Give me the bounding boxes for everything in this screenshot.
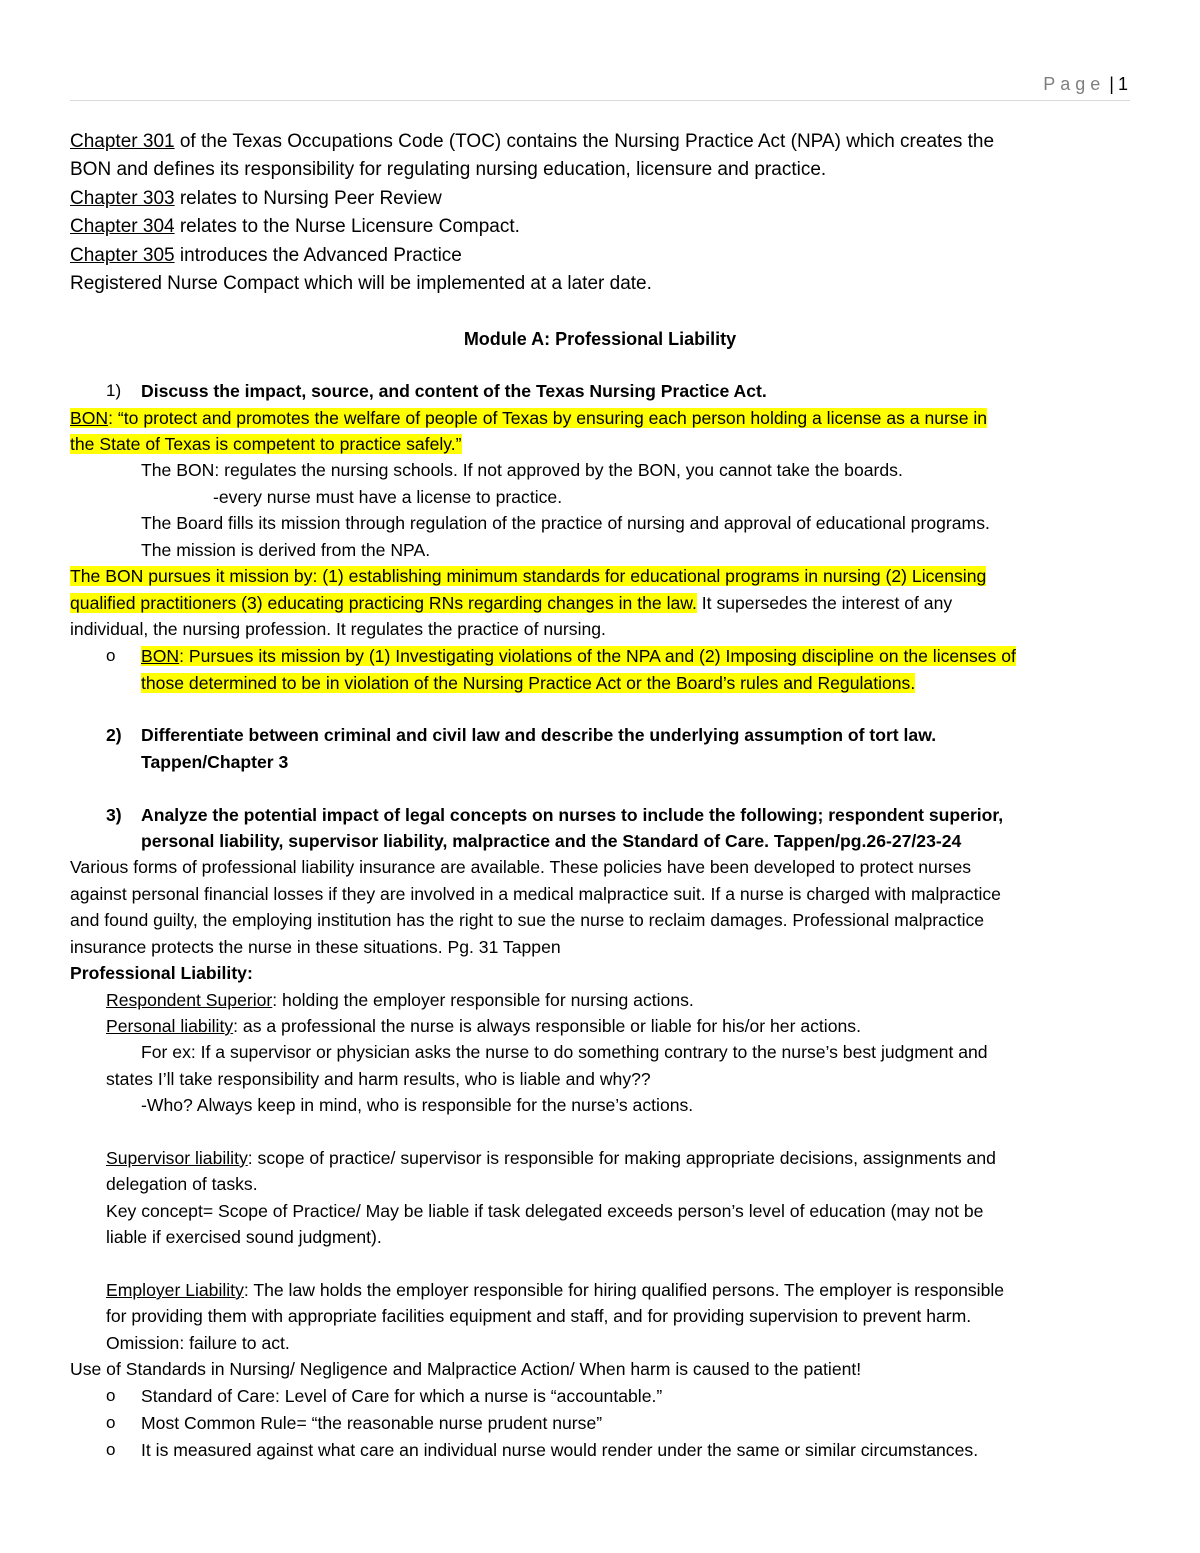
q1-pursues-line3: individual, the nursing profession. It regulates the practice of nursing. (70, 619, 606, 639)
module-title: Module A: Professional Liability (463, 329, 737, 349)
example-line2: states I’ll take responsibility and harm results, who is liable and why?? (106, 1069, 651, 1089)
professional-liability-heading: Professional Liability: (70, 963, 253, 983)
bullet-marker: o (106, 1386, 116, 1405)
q3-number: 3) (106, 805, 122, 825)
q3-insurance-line3: and found guilty, the employing institution has the right to sue the nurse to reclaim damages. Professional malpractice (70, 910, 985, 930)
example-line1: For ex: If a supervisor or physician asks the nurse to do something contrary to the nurse’s best judgment and (141, 1042, 988, 1062)
q1-license-line: -every nurse must have a license to practice. (213, 487, 563, 507)
header-rule (70, 100, 1130, 101)
q2-number: 2) (106, 725, 122, 745)
bullet-bon-label: BON (141, 646, 180, 666)
standard-bullet-1: Standard of Care: Level of Care for which a nurse is “accountable.” (141, 1386, 663, 1406)
chapter-301-link[interactable]: Chapter 301 (70, 131, 175, 152)
chapter-305-link[interactable]: Chapter 305 (70, 245, 175, 266)
q1-bullet-line1: BON: Pursues its mission by (1) Investigating violations of the NPA and (2) Imposing discipline on the licenses of (141, 646, 1016, 666)
chapter-304-link[interactable]: Chapter 304 (70, 216, 175, 237)
page-separator: | (1109, 74, 1114, 94)
supervisor-liability-line1: Supervisor liability: scope of practice/ supervisor is responsible for making appropriate decisions, assignments and (106, 1148, 996, 1168)
q1-number: 1) (106, 381, 122, 400)
q1-bullet-line2: those determined to be in violation of the Nursing Practice Act or the Board’s rules and Regulations. (141, 673, 916, 693)
bullet-marker: o (106, 1413, 116, 1432)
chapter-303-link[interactable]: Chapter 303 (70, 188, 175, 209)
q1-text: Discuss the impact, source, and content of the Texas Nursing Practice Act. (141, 381, 767, 401)
standard-bullet-2: Most Common Rule= “the reasonable nurse prudent nurse” (141, 1413, 603, 1433)
q1-derived-line: The mission is derived from the NPA. (141, 540, 431, 560)
example-line3: -Who? Always keep in mind, who is responsible for the nurse’s actions. (141, 1095, 694, 1115)
intro-line-ch301-cont: BON and defines its responsibility for regulating nursing education, licensure and practice. (70, 159, 827, 180)
standards-line: Use of Standards in Nursing/ Negligence and Malpractice Action/ When harm is caused to the patient! (70, 1359, 862, 1379)
q3-text-line1: Analyze the potential impact of legal concepts on nurses to include the following; respondent superior, (141, 805, 1004, 825)
intro-line-ch301: Chapter 301 of the Texas Occupations Code (TOC) contains the Nursing Practice Act (NPA) which creates the (70, 131, 995, 152)
q1-bon-quote-line1: BON: “to protect and promotes the welfare of people of Texas by ensuring each person holding a license as a nurse in (70, 408, 988, 428)
q3-insurance-line4: insurance protects the nurse in these situations. Pg. 31 Tappen (70, 937, 561, 957)
page-number: 1 (1117, 74, 1128, 94)
page-header (1043, 74, 1128, 95)
personal-liability-term: Personal liability (106, 1016, 234, 1036)
employer-liability-line1: Employer Liability: The law holds the employer responsible for hiring qualified persons. The employer is responsible (106, 1280, 1005, 1300)
intro-line-ch305-cont: Registered Nurse Compact which will be implemented at a later date. (70, 273, 652, 294)
q1-regulates-line: The BON: regulates the nursing schools. If not approved by the BON, you cannot take the boards. (141, 460, 903, 480)
page-word: Page (1043, 74, 1106, 94)
intro-line-ch304: Chapter 304 relates to the Nurse Licensure Compact. (70, 216, 520, 237)
standard-bullet-3: It is measured against what care an individual nurse would render under the same or similar circumstances. (141, 1440, 979, 1460)
q3-text-line2: personal liability, supervisor liability, malpractice and the Standard of Care. Tappen/pg.26-27/23-24 (141, 831, 962, 851)
bullet-marker: o (106, 1440, 116, 1459)
intro-line-ch303: Chapter 303 relates to Nursing Peer Review (70, 188, 442, 209)
supervisor-liability-term: Supervisor liability (106, 1148, 248, 1168)
q2-text-line2: Tappen/Chapter 3 (141, 752, 289, 772)
supervisor-liability-line2: delegation of tasks. (106, 1174, 258, 1194)
bon-label: BON (70, 408, 109, 428)
q1-mission-line: The Board fills its mission through regulation of the practice of nursing and approval of educational programs. (141, 513, 990, 533)
q2-text-line1: Differentiate between criminal and civil law and describe the underlying assumption of tort law. (141, 725, 937, 745)
q3-insurance-line1: Various forms of professional liability insurance are available. These policies have been developed to protect nurses (70, 857, 972, 877)
employer-liability-term: Employer Liability (106, 1280, 244, 1300)
q3-insurance-line2: against personal financial losses if they are involved in a medical malpractice suit. If a nurse is charged with malpractice (70, 884, 1001, 904)
q1-pursues-line2: qualified practitioners (3) educating practicing RNs regarding changes in the law. It supersedes the interest of any (70, 593, 953, 613)
q1-pursues-line1: The BON pursues it mission by: (1) establishing minimum standards for educational programs in nursing (2) Licensing (70, 566, 987, 586)
key-concept-line2: liable if exercised sound judgment). (106, 1227, 382, 1247)
bullet-marker: o (106, 646, 116, 665)
q1-bon-quote-line2: the State of Texas is competent to practice safely.” (70, 434, 462, 454)
omission-line: Omission: failure to act. (106, 1333, 290, 1353)
intro-line-ch305: Chapter 305 introduces the Advanced Practice (70, 245, 462, 266)
respondent-superior-line: Respondent Superior: holding the employer responsible for nursing actions. (106, 990, 694, 1010)
personal-liability-line: Personal liability: as a professional the nurse is always responsible or liable for his/or her actions. (106, 1016, 861, 1036)
key-concept-line1: Key concept= Scope of Practice/ May be liable if task delegated exceeds person’s level of education (may not be (106, 1201, 984, 1221)
employer-liability-line2: for providing them with appropriate facilities equipment and staff, and for providing supervision to prevent harm. (106, 1306, 972, 1326)
respondent-superior-term: Respondent Superior (106, 990, 273, 1010)
